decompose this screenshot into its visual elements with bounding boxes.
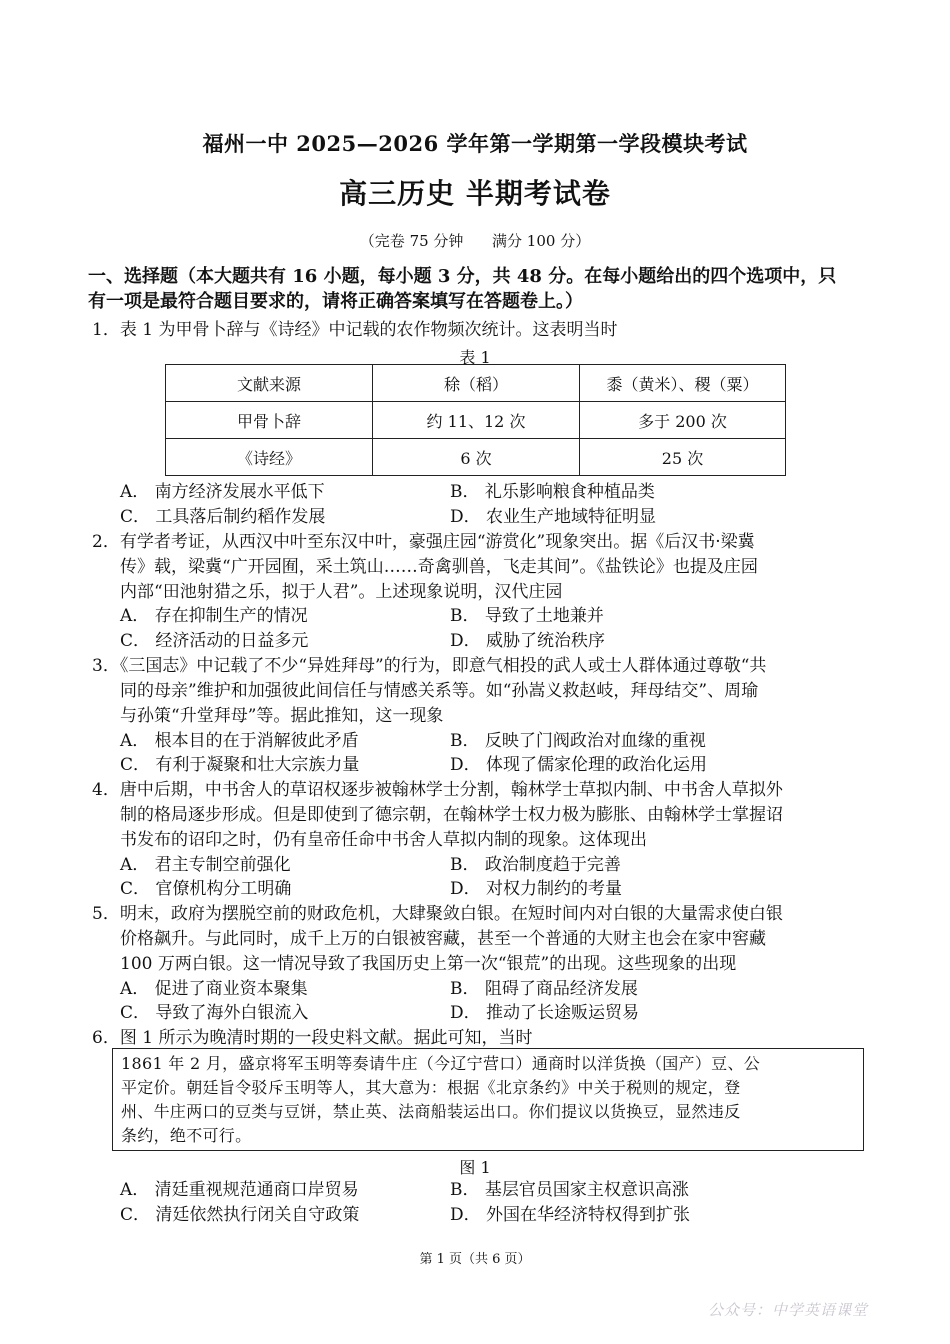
question-2-stem: 传》载，梁冀“广开园囿，采土筑山……奇禽驯兽，飞走其间”。《盐铁论》也提及庄园 [120,557,758,577]
table-header-cell: 稌（稻） [373,365,580,402]
table-cell: 约 11、12 次 [373,402,580,439]
figure-1-line: 条约，绝不可行。 [121,1126,252,1145]
table-cell: 甲骨卜辞 [166,402,373,439]
question-6-stem: 6．图 1 所示为晚清时期的一段史料文献。据此可知，当时 [92,1028,533,1048]
table-header-row [166,365,786,402]
figure-1-line: 平定价。朝廷旨令驳斥玉明等人，其大意为：根据《北京条约》中关于税则的规定，登 [121,1078,741,1097]
question-3-option-d: D． 体现了儒家伦理的政治化运用 [450,755,708,775]
table-header-cell: 文献来源 [166,365,373,402]
page-number: 第 1 页（共 6 页） [419,1252,531,1267]
watermark: 公众号：中学英语课堂 [708,1301,869,1319]
question-5-stem: 价格飙升。与此同时，成千上万的白银被窖藏，甚至一个普通的大财主也会在家中窖藏 [120,929,766,949]
question-3-option-b: B． 反映了门阀政治对血缘的重视 [450,731,706,751]
question-3-stem: 3．《三国志》中记载了不少“异姓拜母”的行为，即意气相投的武人或士人群体通过尊敬“共 [92,656,767,676]
question-5-option-d: D． 推动了长途贩运贸易 [450,1003,640,1023]
question-5-option-c: C． 导致了海外白银流入 [120,1003,309,1023]
section-heading [88,264,878,314]
question-2-option-c: C． 经济活动的日益多元 [120,631,309,651]
question-1-option-b: B． 礼乐影响粮食种植品类 [450,482,655,502]
figure-1-source-text [112,1048,864,1151]
section-heading-line: 有一项是最符合题目要求的，请将正确答案填写在答题卷上。） [88,291,583,312]
question-4-option-d: D． 对权力制约的考量 [450,879,623,899]
question-6-option-b: B． 基层官员国家主权意识高涨 [450,1180,689,1200]
section-heading-line: 一、选择题（本大题共有 16 小题，每小题 3 分，共 48 分。在每小题给出的四个选项中，只 [88,266,837,287]
question-1-option-d: D． 农业生产地域特征明显 [450,507,657,527]
question-4-option-c: C． 官僚机构分工明确 [120,879,292,899]
table-header-cell: 黍（黄米）、稷（粟） [580,365,786,402]
question-5-stem: 5．明末，政府为摆脱空前的财政危机，大肆聚敛白银。在短时间内对白银的大量需求使白银 [92,904,783,924]
table-cell: 多于 200 次 [580,402,786,439]
question-3-option-a: A． 根本目的在于消解彼此矛盾 [120,731,359,751]
question-3-option-c: C． 有利于凝聚和壮大宗族力量 [120,755,360,775]
question-4-option-b: B． 政治制度趋于完善 [450,855,621,875]
table-cell: 6 次 [373,439,580,476]
school-title: 福州一中 2025—2026 学年第一学期第一学段模块考试 [202,131,748,156]
question-6-option-d: D． 外国在华经济特权得到扩张 [450,1205,691,1225]
question-4-stem: 书发布的诏印之时，仍有皇帝任命中书舍人草拟内制的现象。这体现出 [120,830,647,850]
question-6-option-a: A． 清廷重视规范通商口岸贸易 [120,1180,359,1200]
question-2-option-a: A． 存在抑制生产的情况 [120,606,308,626]
table-1 [165,364,786,476]
table-1-caption: 表 1 [459,348,491,367]
question-1-option-a: A． 南方经济发展水平低下 [120,482,325,502]
exam-title: 高三历史 半期考试卷 [339,177,611,210]
table-row [166,439,786,476]
question-4-option-a: A． 君主专制空前强化 [120,855,291,875]
table-cell: 25 次 [580,439,786,476]
question-5-option-a: A． 促进了商业资本聚集 [120,979,308,999]
figure-1-line: 1861 年 2 月，盛京将军玉明等奏请牛庄（今辽宁营口）通商时以洋货换（国产）豆、公 [121,1054,761,1073]
question-1-stem: 1．表 1 为甲骨卜辞与《诗经》中记载的农作物频次统计。这表明当时 [92,320,618,340]
question-2-option-d: D． 威胁了统治秩序 [450,631,606,651]
table-row [166,402,786,439]
figure-1-line: 州、牛庄两口的豆类与豆饼，禁止英、法商船装运出口。你们提议以货换豆，显然违反 [121,1102,741,1121]
question-1-option-c: C． 工具落后制约稻作发展 [120,507,326,527]
question-6-option-c: C． 清廷依然执行闭关自守政策 [120,1205,360,1225]
question-2-option-b: B． 导致了土地兼并 [450,606,604,626]
question-4-stem: 制的格局逐步形成。但是即使到了德宗朝，在翰林学士权力极为膨胀、由翰林学士掌握诏 [120,805,783,825]
table-cell: 《诗经》 [166,439,373,476]
question-2-stem: 内部“田池射猎之乐，拟于人君”。上述现象说明，汉代庄园 [120,582,563,602]
question-3-stem: 同的母亲”维护和加强彼此间信任与情感关系等。如“孙嵩义救赵岐，拜母结交”、周瑜 [120,681,759,701]
exam-info: （完卷 75 分钟 满分 100 分） [359,232,591,250]
question-5-stem: 100 万两白银。这一情况导致了我国历史上第一次“银荒”的出现。这些现象的出现 [120,954,737,974]
question-4-stem: 4．唐中后期，中书舍人的草诏权逐步被翰林学士分割，翰林学士草拟内制、中书舍人草拟外 [92,780,783,800]
question-2-stem: 2．有学者考证，从西汉中叶至东汉中叶，豪强庄园“游赏化”现象突出。据《后汉书·梁冀 [92,532,755,552]
question-5-option-b: B． 阻碍了商品经济发展 [450,979,638,999]
figure-1-caption: 图 1 [459,1158,491,1177]
question-3-stem: 与孙策“升堂拜母”等。据此推知，这一现象 [120,706,444,726]
